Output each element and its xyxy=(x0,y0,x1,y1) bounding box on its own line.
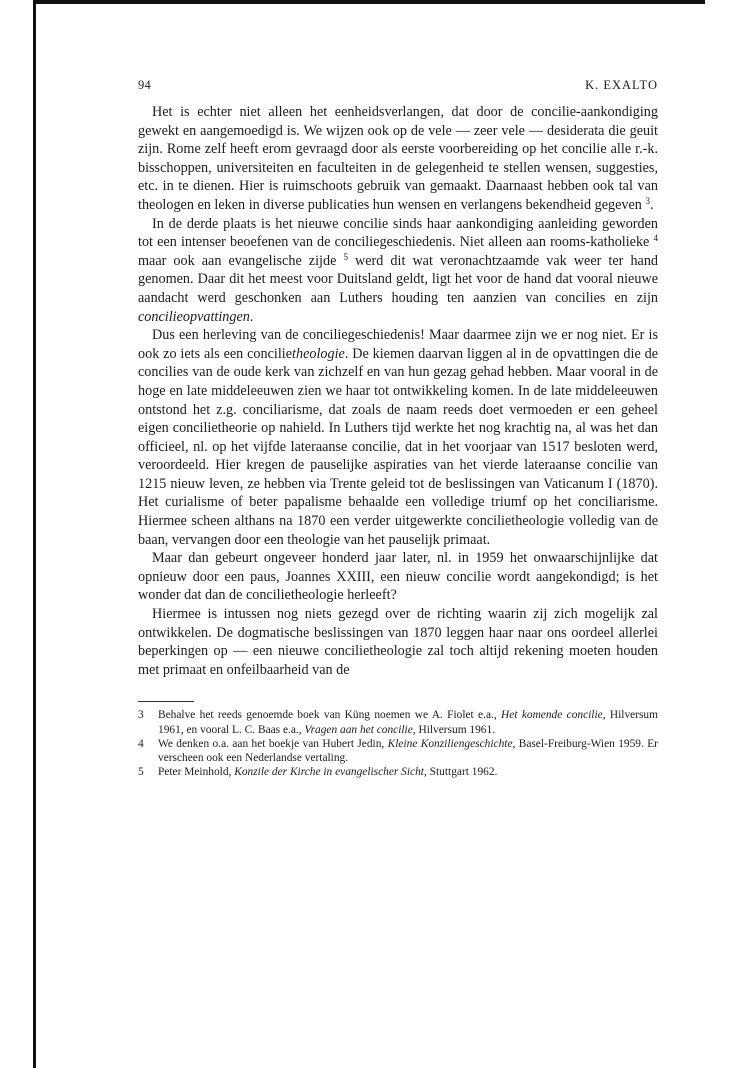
footnote: 3 Behalve het reeds genoemde boek van Küng noemen we A. Fiolet e.a., Het komende concilie, Hilversum 1961, en vooral L. C. Baas e.a., Vragen aan het concilie, Hilversum 1961. xyxy=(138,709,658,736)
body-text xyxy=(138,103,658,679)
footnote-ref[interactable]: 5 xyxy=(343,251,348,262)
footnote: 4 We denken o.a. aan het boekje van Hubert Jedin, Kleine Konziliengeschichte, Basel-Freiburg-Wien 1959. Er verscheen ook een Nederlandse vertaling. xyxy=(138,737,658,765)
paragraph: In de derde plaats is het nieuwe concilie sinds haar aankondiging aanleiding geworden tot een intenser beoefenen van de conciliegeschiedenis. Niet alleen aan rooms-katholieke $^4$ maar ook aan evangelische zijde $^5$ werd dit wat veronachtzaamde vak weer ter hand genomen. Daar dit het meest voor Duitsland geldt, ligt het voor de hand dat vooral nieuwe aandacht werd geschonken aan Luthers houding ten aanzien van concilies en zijn concilieopvattingen. xyxy=(138,215,659,325)
page xyxy=(138,78,658,779)
running-head-author: K. EXALTO xyxy=(585,78,658,92)
footnote-ref[interactable]: 3 xyxy=(645,195,650,206)
footnotes xyxy=(138,708,658,779)
paragraph: Maar dan gebeurt ongeveer honderd jaar later, nl. in 1959 het onwaarschijnlijke dat opnieuw door een paus, Joannes XXIII, een nieuw concilie wordt aangekondigd; is het wonder dat dan de concilietheologie herleeft? xyxy=(138,550,658,604)
paragraph: Het is echter niet alleen het eenheidsverlangen, dat door de concilie-aankondiging gewekt en aangemoedigd is. We wijzen ook op de vele — zeer vele — desiderata die geuit zijn. Rome zelf heeft erom gevraagd door als eerste voorbereiding op het concilie alle r.-k. bisschoppen, universiteiten en faculteiten in de gelegenheid te stellen wensen, suggesties, etc. in te dienen. Hier is ruimschoots gebruik van gemaakt. Daarnaast hebben ook tal van theologen en leken in diverse publicaties hun wensen en verlangens bekendheid gegeven $^3$. xyxy=(138,104,658,213)
page-number: 94 xyxy=(138,78,152,92)
footnote: 5 Peter Meinhold, Konzile der Kirche in evangelischer Sicht, Stuttgart 1962. xyxy=(138,766,498,779)
scan-edge-left xyxy=(33,0,36,1068)
footnote-divider xyxy=(138,701,194,702)
running-head xyxy=(138,78,658,93)
scan-edge-top xyxy=(33,0,705,4)
paragraph: Dus een herleving van de conciliegeschiedenis! Maar daarmee zijn we er nog niet. Er is ook zo iets als een concilietheologie. De kiemen daarvan liggen al in de opvattingen die de concilies van de oude kerk van zichzelf en van hun gezag gehad hebben. Maar vooral in de hoge en late middeleeuwen zien we haar tot ontwikkeling komen. In de late middeleeuwen ontstond het z.g. conciliarisme, dat zoals de naam reeds doet vermoeden er een geheel eigen concilietheorie op nahield. In Luthers tijd werkte het nog krachtig na, al was het dan officieel, nl. op het vijfde lateraanse concilie, dat in het voorjaar van 1517 besloten werd, veroordeeld. Hier kregen de pauselijke aspiraties van het vierde lateraanse concilie van 1215 nieuw leven, ze hebben via Trente geleid tot de beslissingen van Vaticanum I (1870). Het curialisme of beter papalisme behaalde een volledige triumf op het conciliarisme. Hiermee scheen althans na 1870 een verder uitgewerkte concilietheologie volledig van de baan, vervangen door een theologie van het pauselijk primaat. xyxy=(138,327,658,548)
footnote-ref[interactable]: 4 xyxy=(653,233,658,244)
paragraph: Hiermee is intussen nog niets gezegd over de richting waarin zij zich mogelijk zal ontwikkelen. De dogmatische beslissingen van 1870 leggen haar naar ons oordeel allerlei beperkingen op — een nieuwe concilietheologie zal toch altijd rekening moeten houden met primaat en onfeilbaarheid van de xyxy=(138,606,658,678)
